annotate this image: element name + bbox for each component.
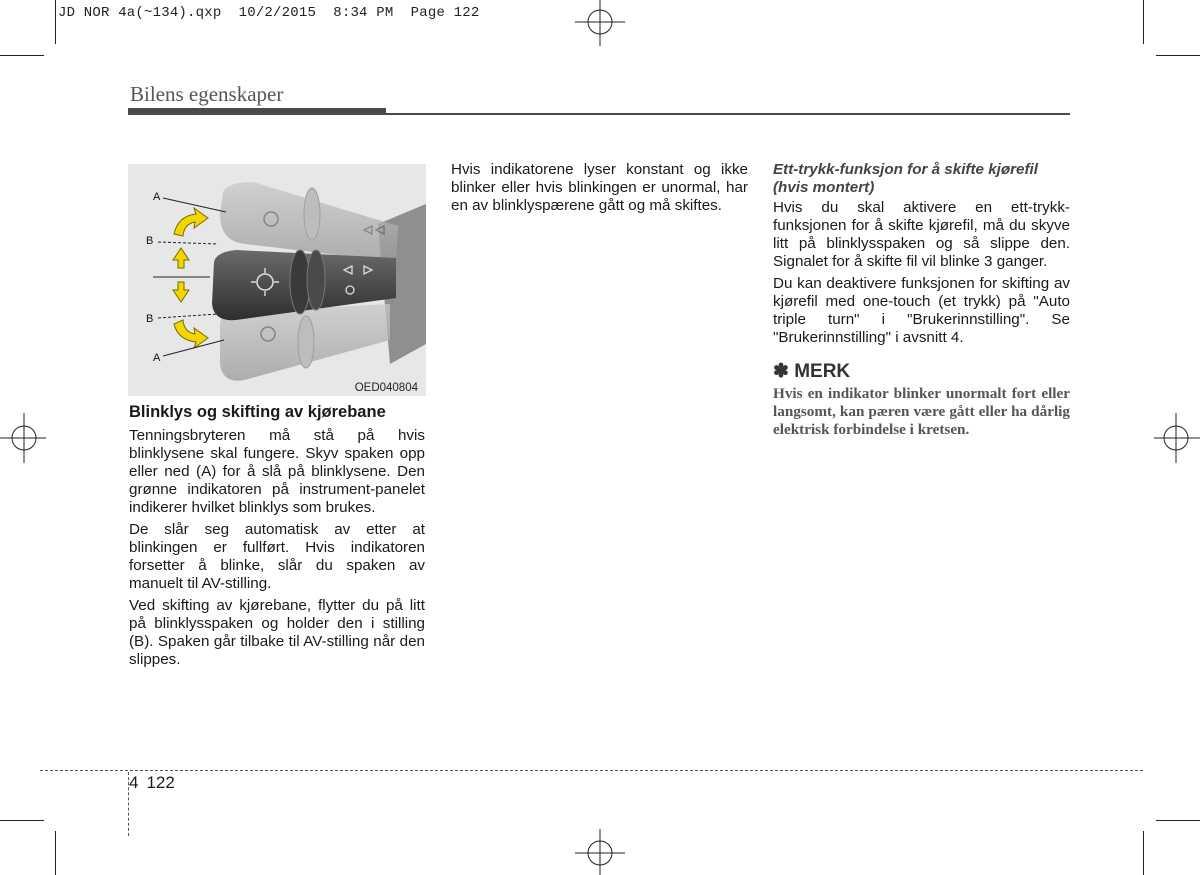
turn-signal-lever-figure (128, 164, 426, 396)
column1-paragraph: Ved skifting av kjørebane, flytter du på litt på blinklysspaken og holder den i stilling (B). Spaken går tilbake til AV-stilling når den slippes. (129, 597, 425, 668)
header-rule-thin (386, 113, 1070, 115)
leader-b-top (158, 242, 218, 244)
lever-illustration (128, 164, 426, 396)
registration-mark-left (0, 413, 46, 463)
arrow-down-full (174, 320, 208, 348)
note-body: Hvis en indikator blinker unormalt fort eller langsomt, kan pæren være gått eller ha dårlig elektrisk forbindelse i kretsen. (773, 385, 1070, 438)
footer-divider (40, 770, 1143, 771)
label-b-top: B (146, 235, 154, 247)
header-rule-thick (128, 108, 386, 115)
arrow-down-partial (173, 282, 189, 302)
page-number (129, 773, 175, 793)
crop-mark (1156, 55, 1200, 56)
crop-mark (55, 831, 56, 875)
print-slug: JD NOR 4a(~134).qxp 10/2/2015 8:34 PM Page 122 (58, 5, 480, 21)
arrow-up-full (174, 208, 208, 236)
registration-mark-bottom (575, 829, 625, 875)
column1-paragraph: De slår seg automatisk av etter at blinkingen er fullført. Hvis indikatoren forsetter å blinke, slår du spaken av manuelt til AV-stilling. (129, 521, 425, 592)
crop-mark (0, 55, 44, 56)
crop-mark (1143, 831, 1144, 875)
column1-heading: Blinklys og skifting av kjørebane (129, 403, 386, 421)
label-b-bottom: B (146, 313, 154, 325)
figure-code: OED040804 (354, 382, 418, 394)
label-a-bottom: A (153, 352, 161, 364)
crop-mark (1156, 820, 1200, 821)
crop-mark (55, 0, 56, 44)
column2-paragraph: Hvis indikatorene lyser konstant og ikke blinker eller hvis blinkingen er unormal, har en av blinklyspærene gått og må skiftes. (451, 161, 748, 214)
note-heading: ✽ MERK (773, 361, 851, 382)
label-a-top: A (153, 191, 161, 203)
arrow-up-partial (173, 248, 189, 268)
section-title: Bilens egenskaper (130, 82, 284, 106)
column3-body (773, 161, 1070, 439)
registration-mark-top (575, 0, 625, 46)
chapter-number: 4 (129, 773, 139, 792)
leader-a-bottom (163, 340, 224, 356)
crop-mark (1143, 0, 1144, 44)
page-number-value: 122 (146, 773, 175, 792)
column3-paragraph: Hvis du skal aktivere en ett-trykk-funksjonen for å skifte kjørefil, må du skyve litt på blinklysspaken og så slippe den. Signalet for å skifte fil vil blinke 3 ganger. (773, 199, 1070, 270)
crop-mark (0, 820, 44, 821)
column3-subheading: Ett-trykk-funksjon for å skifte kjørefil (hvis montert) (773, 161, 1038, 196)
column2-body (451, 161, 748, 219)
column1-paragraph: Tenningsbryteren må stå på hvis blinklysene skal fungere. Skyv spaken opp eller ned (A) for å slå på blinklysene. Den grønne indikatoren på instrument-panelet indikerer hvilket blinklys som brukes. (129, 427, 425, 516)
leader-b-bottom (158, 314, 218, 318)
column1-body (129, 427, 425, 673)
column3-paragraph: Du kan deaktivere funksjonen for skifting av kjørefil med one-touch (et trykk) på "Auto triple turn" i "Brukerinnstilling". Se "Brukerinnstilling" i avsnitt 4. (773, 275, 1070, 346)
registration-mark-right (1154, 413, 1200, 463)
lever-ghost-up (220, 182, 398, 262)
